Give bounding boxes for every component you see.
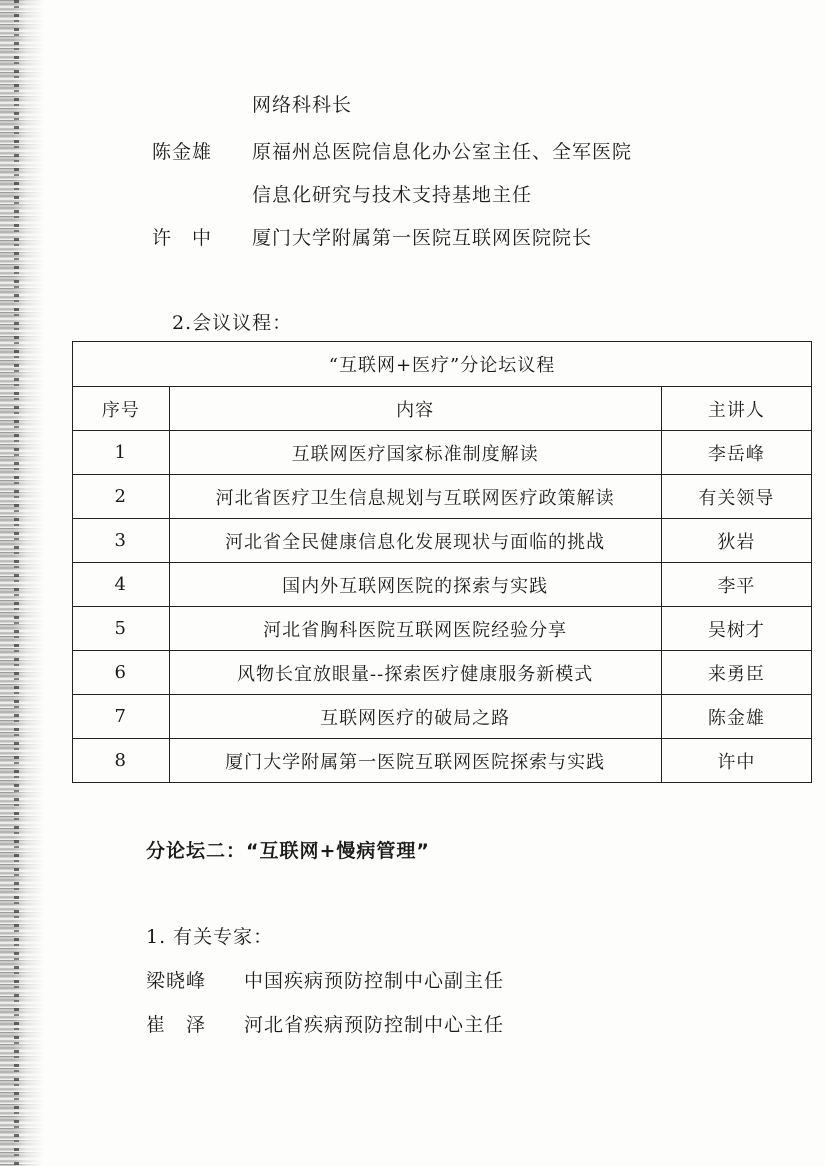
table-row — [73, 475, 812, 519]
expert-name: 许 中 — [152, 227, 213, 249]
expert-title: 信息化研究与技术支持基地主任 — [252, 184, 533, 206]
row-content: 河北省医疗卫生信息规划与互联网医疗政策解读 — [169, 475, 661, 519]
row-no: 3 — [73, 519, 170, 563]
row-content: 风物长宜放眼量--探索医疗健康服务新模式 — [169, 651, 661, 695]
table-header-row — [73, 387, 812, 431]
row-speaker: 有关领导 — [661, 475, 811, 519]
row-no: 8 — [73, 739, 170, 783]
table-row — [73, 739, 812, 783]
header-speaker: 主讲人 — [661, 387, 811, 431]
table-row — [73, 563, 812, 607]
table-row — [73, 695, 812, 739]
table-row — [73, 519, 812, 563]
table-caption: “互联网+医疗”分论坛议程 — [73, 342, 812, 387]
row-content: 国内外互联网医院的探索与实践 — [169, 563, 661, 607]
row-no: 4 — [73, 563, 170, 607]
header-no: 序号 — [73, 387, 170, 431]
expert-name: 梁晓峰 — [146, 970, 207, 992]
table-row — [73, 651, 812, 695]
forum2-title: 分论坛二：“互联网+慢病管理” — [146, 840, 430, 862]
expert-title: 中国疾病预防控制中心副主任 — [244, 970, 505, 992]
row-speaker: 狄岩 — [661, 519, 811, 563]
row-no: 5 — [73, 607, 170, 651]
row-speaker: 李岳峰 — [661, 431, 811, 475]
row-no: 2 — [73, 475, 170, 519]
row-content: 互联网医疗的破局之路 — [169, 695, 661, 739]
scan-edge-artifact — [0, 0, 44, 1166]
agenda-table — [72, 341, 812, 783]
row-no: 1 — [73, 431, 170, 475]
expert-title: 原福州总医院信息化办公室主任、全军医院 — [252, 141, 633, 163]
row-speaker: 来勇臣 — [661, 651, 811, 695]
row-speaker: 许中 — [661, 739, 811, 783]
table-row — [73, 431, 812, 475]
expert-name: 崔 泽 — [146, 1014, 207, 1036]
row-speaker: 陈金雄 — [661, 695, 811, 739]
expert-title: 厦门大学附属第一医院互联网医院院长 — [252, 227, 593, 249]
row-content: 河北省全民健康信息化发展现状与面临的挑战 — [169, 519, 661, 563]
expert-title-continued: 网络科科长 — [252, 94, 353, 116]
expert-name: 陈金雄 — [152, 141, 213, 163]
row-speaker: 李平 — [661, 563, 811, 607]
row-no: 7 — [73, 695, 170, 739]
scan-edge-artifact-line — [14, 0, 19, 1166]
forum2-experts-heading: 1. 有关专家： — [146, 926, 274, 948]
expert-title: 河北省疾病预防控制中心主任 — [244, 1014, 505, 1036]
row-content: 互联网医疗国家标准制度解读 — [169, 431, 661, 475]
header-content: 内容 — [169, 387, 661, 431]
row-no: 6 — [73, 651, 170, 695]
table-row — [73, 607, 812, 651]
row-content: 厦门大学附属第一医院互联网医院探索与实践 — [169, 739, 661, 783]
row-speaker: 吴树才 — [661, 607, 811, 651]
row-content: 河北省胸科医院互联网医院经验分享 — [169, 607, 661, 651]
agenda-heading: 2.会议议程： — [172, 312, 293, 334]
